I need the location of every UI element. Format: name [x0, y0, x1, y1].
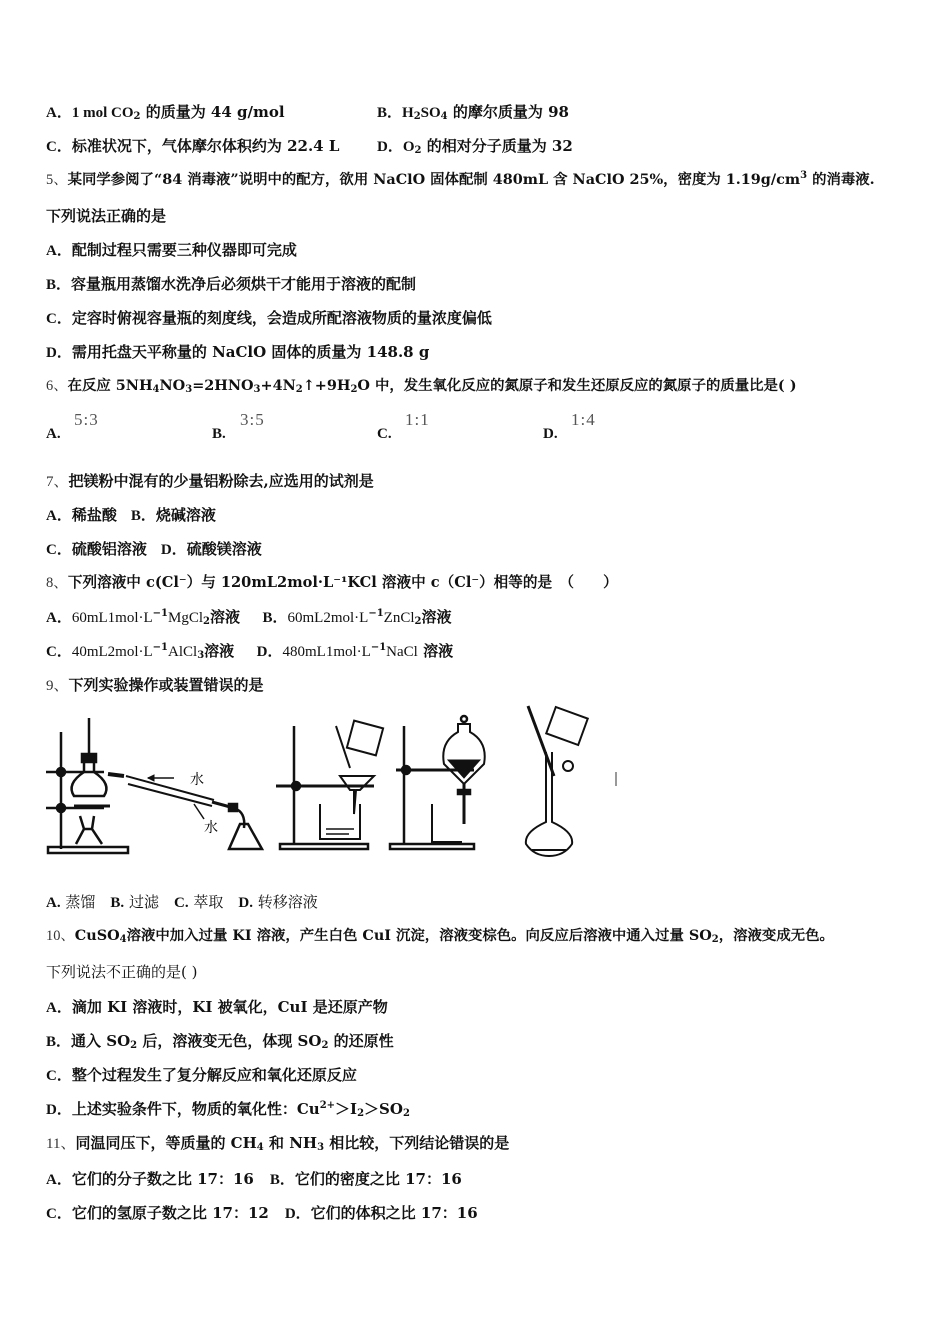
option-label: B． — [262, 610, 288, 626]
option-text: O — [402, 139, 415, 155]
question-text: 下列实验操作或装置错误的是 — [68, 676, 264, 694]
option-label: B． — [46, 1034, 72, 1050]
q8-options-ab — [46, 607, 452, 628]
option-label: D． — [284, 1206, 311, 1222]
q10-stem-line2 — [46, 962, 197, 982]
q9-stem — [46, 675, 264, 696]
subscript: 2 — [203, 616, 210, 627]
q5-stem — [46, 170, 875, 190]
question-text: 和 NH — [263, 1134, 318, 1152]
option-label: B． — [269, 1172, 295, 1188]
q7-options-ab — [46, 505, 216, 526]
option-text: 需用托盘天平称量的 NaClO 固体的质量为 148.8 g — [71, 343, 430, 361]
q11-options-ab — [46, 1169, 462, 1190]
subscript: 2 — [350, 384, 358, 395]
q6-stem — [46, 376, 797, 396]
q11-stem — [46, 1133, 509, 1154]
option-text: 1 mol CO — [71, 105, 134, 121]
option-text: 硫酸铝溶液 — [71, 540, 147, 558]
question-number: 7、 — [46, 474, 69, 490]
q10-option-b — [46, 1031, 394, 1052]
option-label: D． — [46, 345, 72, 361]
svg-text:水: 水 — [204, 820, 218, 836]
question-text: 下列溶液中 c(Cl⁻）与 120mL2mol·L⁻¹KCl 溶液中 c（Cl⁻）相等的是 （ ） — [67, 574, 618, 591]
option-label: B． — [377, 105, 403, 121]
subscript: 2 — [402, 1108, 410, 1119]
question-text: 下列说法不正确的是( ) — [46, 963, 198, 981]
option-label: A． — [46, 1172, 72, 1188]
subscript: 4 — [119, 934, 127, 945]
q5-option-d — [46, 342, 429, 363]
question-text: 某同学参阅了“84 消毒液”说明中的配方，欲用 NaClO 固体配制 480mL 含 NaClO 25%，密度为 1.19g/cm — [67, 171, 801, 188]
option-text: AlCl — [168, 644, 198, 660]
option-label: B． — [46, 277, 72, 293]
option-label: C. — [377, 426, 392, 442]
option-text: H — [402, 105, 414, 121]
question-text: 下列说法正确的是 — [46, 207, 167, 225]
option-text: 定容时俯视容量瓶的刻度线，会造成所配溶液物质的量浓度偏低 — [71, 309, 492, 327]
option-label: A． — [46, 105, 72, 121]
option-text: ZnCl — [383, 610, 415, 626]
option-text: ＞SO — [364, 1100, 403, 1118]
q9-options — [46, 892, 318, 913]
apparatus-illustration — [44, 704, 624, 860]
question-number: 5、 — [46, 172, 68, 188]
option-value: 3:5 — [240, 410, 265, 429]
option-text: NaCl — [386, 644, 418, 660]
q5-option-a — [46, 240, 297, 261]
superscript: −1 — [152, 642, 169, 653]
subscript: 2 — [321, 1040, 329, 1051]
q4-option-a — [46, 102, 285, 123]
question-number: 6、 — [46, 378, 68, 394]
question-text: ↑+9H — [302, 377, 351, 394]
option-text: 它们的氢原子数之比 17：12 — [71, 1204, 269, 1222]
option-label: C． — [46, 311, 72, 327]
option-text: 的相对分子质量为 32 — [421, 137, 573, 155]
option-label: D． — [377, 139, 403, 155]
option-text: 滴加 KI 溶液时，KI 被氧化，CuI 是还原产物 — [71, 998, 388, 1016]
option-label: C． — [46, 1068, 72, 1084]
option-text: 容量瓶用蒸馏水洗净后必须烘干才能用于溶液的配制 — [71, 275, 417, 293]
q5-option-b — [46, 274, 416, 295]
option-text: 溶液 — [417, 642, 454, 660]
option-label: A. — [46, 895, 61, 911]
q5-option-c — [46, 308, 492, 329]
subscript: 4 — [440, 111, 448, 122]
question-text: =2HNO — [192, 377, 254, 394]
question-text: 的消毒液. — [807, 171, 875, 188]
subscript: 3 — [185, 384, 193, 395]
option-label: D． — [256, 644, 283, 660]
option-text: 上述实验条件下，物质的氧化性：Cu — [71, 1100, 320, 1118]
question-text: ，溶液变成无色。 — [718, 927, 834, 944]
option-label: C． — [46, 644, 72, 660]
question-text: 在反应 5NH — [67, 377, 153, 394]
option-label: A． — [46, 610, 72, 626]
superscript: −1 — [370, 642, 387, 653]
option-text: 60mL1mol·L — [71, 610, 153, 626]
subscript: 3 — [317, 1142, 325, 1153]
q10-option-c — [46, 1065, 357, 1086]
option-text: 稀盐酸 — [71, 506, 117, 524]
option-text: 它们的分子数之比 17：16 — [71, 1170, 254, 1188]
question-text: O 中，发生氧化反应的氮原子和发生还原反应的氮原子的质量比是( ) — [357, 377, 797, 394]
option-text: 通入 SO — [71, 1032, 131, 1050]
option-text: 烧碱溶液 — [155, 506, 216, 524]
option-label: C. — [173, 895, 189, 911]
option-text: 标准状况下，气体摩尔体积约为 22.4 L — [71, 137, 340, 155]
superscript: 3 — [800, 170, 808, 181]
q5-stem-line2 — [46, 206, 166, 226]
superscript: 2+ — [319, 1100, 336, 1111]
option-label: A． — [46, 243, 72, 259]
question-number: 10、 — [46, 928, 75, 944]
option-text: 过滤 — [128, 893, 159, 911]
question-number: 11、 — [46, 1136, 76, 1152]
option-text: ＞I — [335, 1100, 358, 1118]
option-text: 转移溶液 — [257, 893, 318, 911]
lab-apparatus-figure — [44, 704, 624, 860]
option-label: C． — [46, 139, 72, 155]
q7-stem — [46, 471, 374, 492]
option-label: D. — [543, 426, 558, 442]
option-text: MgCl — [168, 610, 204, 626]
option-text: 溶液 — [204, 642, 235, 660]
subscript: 3 — [197, 650, 205, 661]
q4-option-b — [377, 102, 569, 123]
option-text: 溶液 — [210, 608, 241, 626]
option-text: 40mL2mol·L — [71, 644, 153, 660]
option-text: 蒸馏 — [65, 893, 96, 911]
option-text: 的还原性 — [328, 1032, 394, 1050]
q11-options-cd — [46, 1203, 478, 1224]
subscript: 2 — [413, 111, 421, 122]
option-text: 的质量为 44 g/mol — [140, 103, 285, 121]
subscript: 4 — [256, 1142, 264, 1153]
option-text: 480mL1mol·L — [282, 644, 371, 660]
option-value: 1:4 — [571, 410, 596, 429]
option-value: 5:3 — [74, 410, 99, 429]
q4-option-c — [46, 136, 339, 157]
superscript: −1 — [152, 608, 169, 619]
option-text: 它们的体积之比 17：16 — [310, 1204, 478, 1222]
option-text: 配制过程只需要三种仪器即可完成 — [71, 241, 297, 259]
svg-text:水: 水 — [190, 772, 204, 788]
option-text: 溶液 — [421, 608, 452, 626]
question-number: 9、 — [46, 678, 69, 694]
subscript: 2 — [295, 384, 303, 395]
subscript: 3 — [253, 384, 261, 395]
question-number: 8、 — [46, 575, 68, 591]
q10-option-a — [46, 997, 388, 1018]
question-text: 把镁粉中混有的少量铝粉除去,应选用的试剂是 — [68, 472, 374, 490]
subscript: 2 — [357, 1108, 365, 1119]
option-text: 60mL2mol·L — [287, 610, 369, 626]
subscript: 4 — [152, 384, 160, 395]
question-text: 同温同压下，等质量的 CH — [75, 1134, 257, 1152]
option-label: B. — [110, 895, 125, 911]
question-text: 相比较，下列结论错误的是 — [324, 1134, 510, 1152]
q4-option-d — [377, 136, 573, 157]
superscript: −1 — [368, 608, 384, 619]
subscript: 2 — [711, 934, 719, 945]
option-label: A． — [46, 508, 72, 524]
option-label: A． — [46, 1000, 72, 1016]
option-label: B. — [212, 426, 226, 442]
option-value: 1:1 — [405, 410, 430, 429]
option-label: C． — [46, 542, 72, 558]
option-text: SO — [420, 105, 441, 121]
q8-options-cd — [46, 641, 453, 662]
subscript: 2 — [133, 111, 141, 122]
option-text: 硫酸镁溶液 — [186, 540, 262, 558]
option-text: 萃取 — [193, 893, 224, 911]
subscript: 2 — [414, 616, 422, 627]
q8-stem — [46, 573, 618, 593]
q10-stem — [46, 926, 834, 946]
option-label: A. — [46, 426, 61, 442]
option-text: 它们的密度之比 17：16 — [294, 1170, 462, 1188]
option-label: C． — [46, 1206, 72, 1222]
option-label: B． — [130, 508, 156, 524]
question-text: +4N — [260, 377, 296, 394]
option-text: 后，溶液变无色，体现 SO — [137, 1032, 322, 1050]
subscript: 2 — [130, 1040, 138, 1051]
subscript: 2 — [414, 145, 422, 156]
q7-options-cd — [46, 539, 262, 560]
q10-option-d — [46, 1099, 410, 1120]
question-text: CuSO — [74, 927, 120, 944]
option-label: D． — [160, 542, 187, 558]
question-text: 溶液中加入过量 KI 溶液，产生白色 CuI 沉淀，溶液变棕色。向反应后溶液中通入过量 SO — [126, 927, 712, 944]
option-text: 的摩尔质量为 98 — [447, 103, 569, 121]
option-label: D． — [46, 1102, 72, 1118]
option-label: D. — [238, 895, 253, 911]
option-text: 整个过程发生了复分解反应和氧化还原反应 — [71, 1066, 357, 1084]
question-text: NO — [159, 377, 186, 394]
